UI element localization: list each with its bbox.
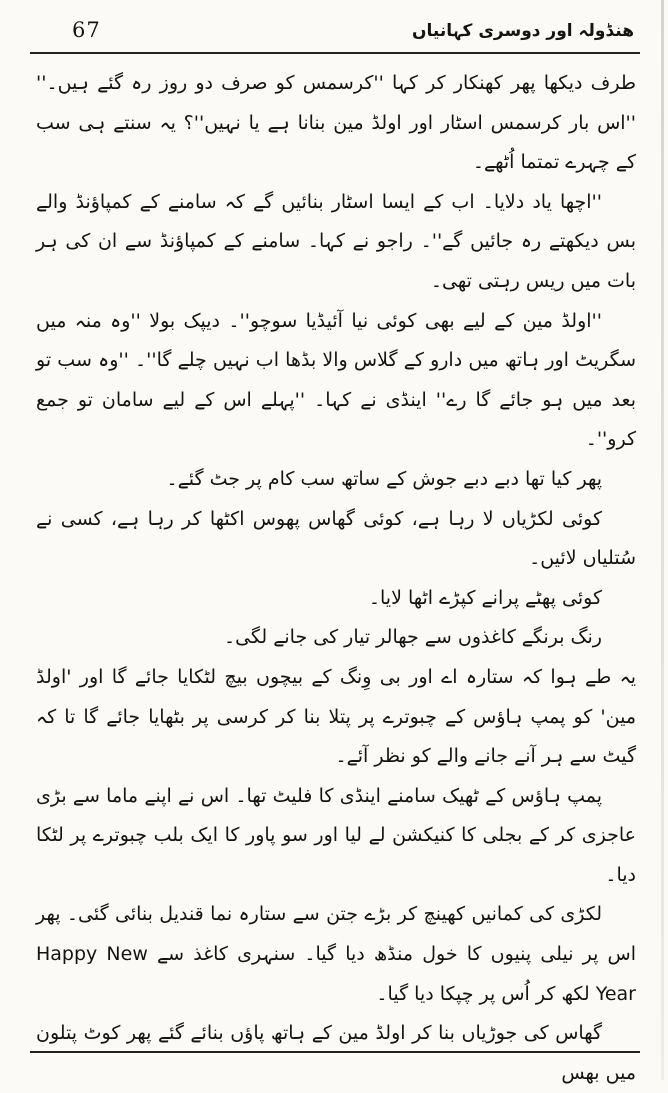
paragraph: کوئی پھٹے پرانے کپڑے اٹھا لایا۔ — [368, 586, 602, 609]
paragraph: رنگ برنگے کاغذوں سے جھالر تیار کی جانے لگی۔ — [223, 626, 602, 649]
paragraph: ''اچھا یاد دلایا۔ اب کے ایسا اسٹار بنائیں گے کہ سامنے کے کمپاؤنڈ والے بس دیکھتے رہ جائیں گے''۔ راجو نے کہا۔ سامنے کے کمپاؤنڈ سے ان کی ہر بات میں ریس رہتی تھی۔ — [36, 190, 636, 292]
footer-rule — [30, 1051, 640, 1053]
body-text — [36, 64, 636, 1093]
book-title: هنڈولہ اور دوسری کہانیاں — [411, 21, 634, 41]
paragraph: یہ طے ہوا کہ ستارہ اے اور بی وِنگ کے بیچوں بیچ لٹکایا جائے گا اور 'اولڈ مین' کو پمپ ہاؤس کے چبوترے پر پتلا بنا کر کرسی پر بٹھایا جائے گا تا کہ گیٹ سے ہر آنے جانے والے کو نظر آئے۔ — [36, 665, 636, 768]
paragraph: ''اولڈ مین کے لیے بھی کوئی نیا آئیڈیا سوچو''۔ دیپک بولا ''وہ منہ میں سگریٹ اور ہاتھ میں دارو کے گلاس والا بڈھا اب نہیں چلے گا''۔ ''وہ سب تو بعد میں ہو جائے گا رے'' اینڈی نے کہا۔ ''پہلے اس کے لیے سامان تو جمع کرو''۔ — [36, 309, 636, 451]
paragraph: پمپ ہاؤس کے ٹھیک سامنے اینڈی کا فلیٹ تھا۔ اس نے اپنے ماما سے بڑی عاجزی کر کے بجلی کا کنیکشن لے لیا اور سو پاور کا ایک بلب چبوترے پر لٹکا دیا۔ — [36, 784, 636, 886]
paragraph: لکڑی کی کمانیں کھینچ کر بڑے جتن سے ستارہ نما قندیل بنائی گئی۔ پھر اس پر نیلی پنیوں کا خول منڈھ دیا گیا۔ سنہری کاغذ سے Happy New Year لکھ کر اُس پر چپکا دیا گیا۔ — [36, 903, 637, 1005]
page-number: 67 — [72, 18, 101, 42]
paragraph: گھاس کی جوڑیاں بنا کر اولڈ مین کے ہاتھ پاؤں بنائے گئے پھر کوٹ پتلون میں بھس — [36, 1022, 636, 1084]
paragraph: پھر کیا تھا دبے دبے جوش کے ساتھ سب کام پر جٹ گئے۔ — [166, 467, 602, 490]
paragraph: کوئی لکڑیاں لا رہا ہے، کوئی گھاس پھوس اکٹھا کر رہا ہے، کسی نے سُتلیاں لائیں۔ — [36, 507, 636, 570]
header-rule — [30, 52, 640, 54]
page-edge-shadow — [661, 0, 664, 1080]
page-header — [0, 18, 668, 50]
paragraph: طرف دیکھا پھر کھنکار کر کہا ''کرسمس کو صرف دو روز رہ گئے ہیں۔'' ''اس بار کرسمس اسٹار اور اولڈ مین بنانا ہے یا نہیں''؟ یہ سنتے ہی سب کے چہرے تمتما اُٹھے۔ — [36, 72, 636, 174]
